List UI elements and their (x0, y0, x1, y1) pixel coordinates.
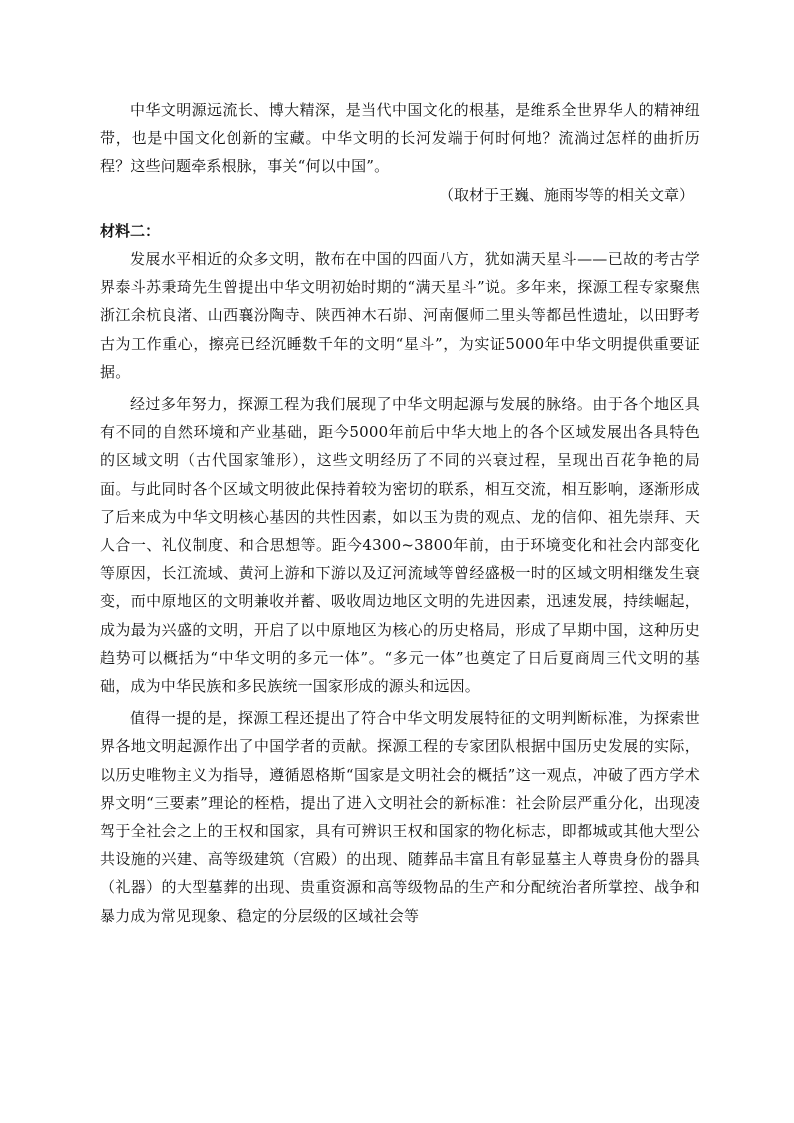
material-2-paragraph-1: 发展水平相近的众多文明，散布在中国的四面八方，犹如满天星斗——已故的考古学界泰斗苏秉琦先生曾提出中华文明初始时期的“满天星斗”说。多年来，探源工程专家聚焦浙江余杭良渚、山西襄汾陶寺、陕西神木石峁、河南偃师二里头等都邑性遗址，以田野考古为工作重心，擦亮已经沉睡数千年的文明“星斗”，为实证5000年中华文明提供重要证据。 (100, 250, 700, 381)
material-2-paragraph-2: 经过多年努力，探源工程为我们展现了中华文明起源与发展的脉络。由于各个地区具有不同的自然环境和产业基础，距今5000年前后中华大地上的各个区域发展出各具特色的区域文明（古代国家雏形），这些文明经历了不同的兴衰过程，呈现出百花争艳的局面。与此同时各个区域文明彼此保持着较为密切的联系，相互交流，相互影响，逐渐形成了后来成为中华文明核心基因的共性因素，如以玉为贵的观点、龙的信仰、祖先崇拜、天人合一、礼仪制度、和合思想等。距今4300~3800年前，由于环境变化和社会内部变化等原因，长江流域、黄河上游和下游以及辽河流域等曾经盛极一时的区域文明相继发生衰变，而中原地区的文明兼收并蓄、吸收周边地区文明的先进因素，迅速发展，持续崛起，成为最为兴盛的文明，开启了以中原地区为核心的历史格局，形成了早期中国，这种历史趋势可以概括为“中华文明的多元一体”。“多元一体”也奠定了日后夏商周三代文明的基础，成为中华民族和多民族统一国家形成的源头和远因。 (100, 395, 700, 696)
document-page (100, 96, 700, 930)
material-1-paragraph: 中华文明源远流长、博大精深，是当代中国文化的根基，是维系全世界华人的精神纽带，也是中国文化创新的宝藏。中华文明的长河发端于何时何地？流淌过怎样的曲折历程？这些问题牵系根脉，事关“何以中国”。 (100, 101, 700, 176)
material-2-heading: 材料二： (100, 221, 161, 240)
material-1-source-citation: （取材于王巍、施雨岑等的相关文章） (438, 185, 694, 204)
material-2-paragraph-3: 值得一提的是，探源工程还提出了符合中华文明发展特征的文明判断标准，为探索世界各地文明起源作出了中国学者的贡献。探源工程的专家团队根据中国历史发展的实际，以历史唯物主义为指导，遵循恩格斯“国家是文明社会的概括”这一观点，冲破了西方学术界文明“三要素”理论的桎梏，提出了进入文明社会的新标准：社会阶层严重分化，出现凌驾于全社会之上的王权和国家，具有可辨识王权和国家的物化标志，即都城或其他大型公共设施的兴建、高等级建筑（宫殿）的出现、随葬品丰富且有彰显墓主人尊贵身份的器具（礼器）的大型墓葬的出现、贵重资源和高等级物品的生产和分配统治者所掌控、战争和暴力成为常见现象、稳定的分层级的区域社会等 (100, 709, 700, 925)
